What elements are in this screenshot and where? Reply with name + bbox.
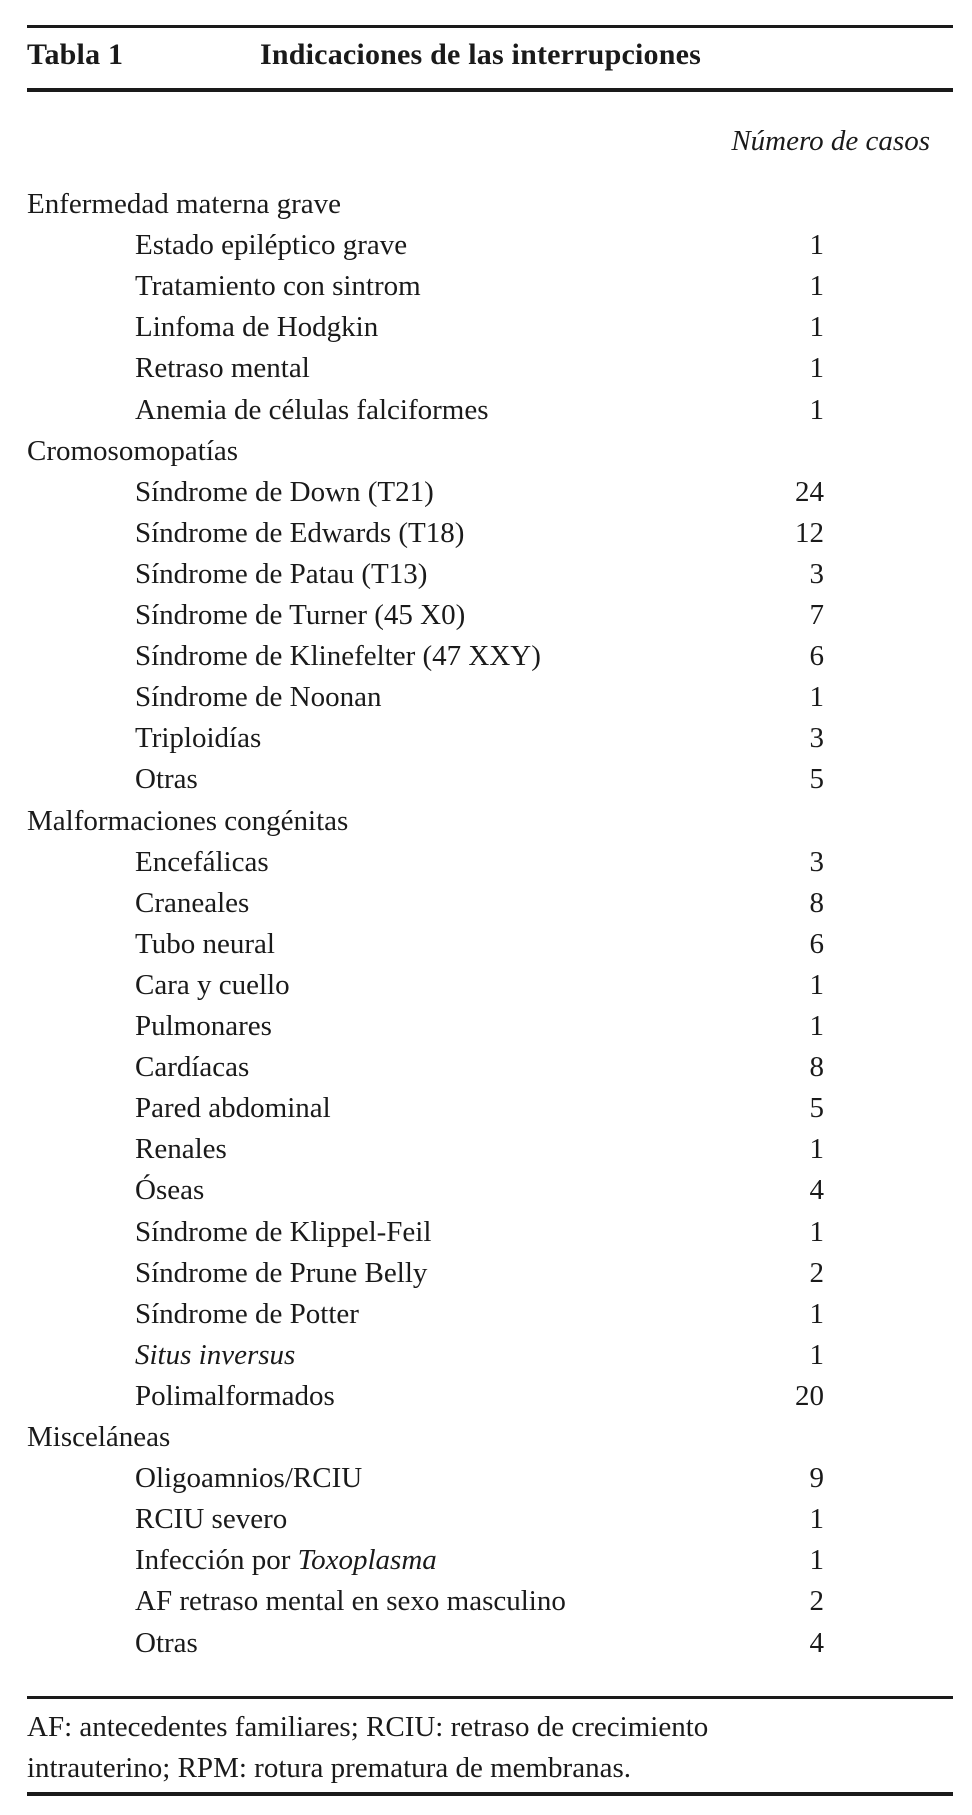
row-value: 1 (809, 1133, 824, 1166)
row-label: Síndrome de Klinefelter (47 XXY) (135, 640, 541, 673)
row-value: 1 (809, 968, 824, 1001)
table-row (0, 1088, 972, 1129)
table-row (0, 1581, 972, 1622)
category-row (0, 1417, 972, 1458)
row-label: Otras (135, 1626, 198, 1659)
row-label: RCIU severo (135, 1503, 288, 1536)
footnote-line-2: intrauterino; RPM: rotura prematura de membranas. (27, 1752, 631, 1784)
row-label: Triploidías (135, 722, 262, 755)
table-row (0, 842, 972, 883)
table-row (0, 1499, 972, 1540)
row-label: Craneales (135, 886, 250, 919)
footnote-line-1: AF: antecedentes familiares; RCIU: retraso de crecimiento (27, 1711, 709, 1743)
row-value: 4 (809, 1174, 824, 1207)
row-value: 1 (809, 1503, 824, 1536)
row-value: 2 (809, 1256, 824, 1289)
row-label: Síndrome de Patau (T13) (135, 557, 428, 590)
row-label: Óseas (135, 1174, 205, 1207)
category-row (0, 801, 972, 842)
row-label-prefix: Infección por (135, 1544, 298, 1577)
row-value: 9 (809, 1462, 824, 1495)
row-label: Síndrome de Klippel-Feil (135, 1215, 432, 1248)
footnote-rule (27, 1792, 953, 1796)
table-row (0, 1047, 972, 1088)
row-value: 8 (809, 1051, 824, 1084)
table-row (0, 718, 972, 759)
table-row (0, 472, 972, 513)
table-row (0, 965, 972, 1006)
row-value: 5 (809, 1092, 824, 1125)
row-value: 6 (809, 927, 824, 960)
row-value: 1 (809, 270, 824, 303)
row-value: 1 (809, 681, 824, 714)
table-row (0, 1376, 972, 1417)
header-rule (27, 88, 953, 92)
table-row (0, 924, 972, 965)
row-value: 3 (809, 845, 824, 878)
bottom-table-rule (27, 1696, 953, 1699)
row-value: 1 (809, 1215, 824, 1248)
row-label: Síndrome de Noonan (135, 681, 382, 714)
category-label: Malformaciones congénitas (27, 804, 349, 837)
table-row (0, 225, 972, 266)
table-row (0, 307, 972, 348)
row-value: 1 (809, 1010, 824, 1042)
row-value: 8 (809, 886, 824, 919)
row-label: Situs inversus (135, 1338, 296, 1371)
row-value: 2 (809, 1585, 824, 1618)
row-value: 1 (809, 1544, 824, 1577)
row-label: AF retraso mental en sexo masculino (135, 1585, 566, 1618)
row-label: Renales (135, 1133, 227, 1166)
category-row (0, 184, 972, 225)
row-value: 1 (809, 393, 824, 426)
category-label: Enfermedad materna grave (27, 188, 341, 220)
row-value: 1 (809, 352, 824, 385)
table-row (0, 1458, 972, 1499)
row-value: 3 (809, 557, 824, 590)
table-row (0, 1253, 972, 1294)
row-label: Oligoamnios/RCIU (135, 1462, 363, 1495)
column-header: Número de casos (731, 125, 930, 157)
table-row (0, 266, 972, 307)
table-row (0, 1335, 972, 1376)
row-value: 5 (809, 763, 824, 796)
row-value: 6 (809, 640, 824, 673)
row-value: 20 (795, 1379, 824, 1412)
category-label: Cromosomopatías (27, 434, 239, 467)
table-row (0, 883, 972, 924)
row-value: 7 (809, 599, 824, 631)
table-title: Indicaciones de las interrupciones (260, 38, 701, 71)
row-value: 24 (795, 475, 824, 508)
row-label: Estado epiléptico grave (135, 229, 408, 262)
row-label (135, 1540, 437, 1581)
row-value: 1 (809, 1338, 824, 1371)
category-label: Misceláneas (27, 1421, 171, 1453)
row-label: Síndrome de Prune Belly (135, 1256, 428, 1289)
row-label: Polimalformados (135, 1379, 335, 1412)
row-value: 3 (809, 722, 824, 755)
table-row (0, 348, 972, 389)
table-row (0, 1623, 972, 1664)
row-label: Síndrome de Potter (135, 1297, 359, 1330)
table-row (0, 1212, 972, 1253)
row-value: 1 (809, 311, 824, 344)
row-label: Síndrome de Edwards (T18) (135, 516, 465, 549)
row-label: Linfoma de Hodgkin (135, 311, 379, 344)
row-label: Tubo neural (135, 927, 275, 960)
row-value: 1 (809, 1297, 824, 1330)
table-row (0, 513, 972, 554)
row-label: Tratamiento con sintrom (135, 270, 421, 303)
row-value: 1 (809, 229, 824, 262)
row-label: Otras (135, 763, 198, 796)
table-row (0, 677, 972, 718)
row-label: Cardíacas (135, 1051, 250, 1084)
table-row (0, 1006, 972, 1047)
row-label: Encefálicas (135, 845, 269, 878)
table-row (0, 1294, 972, 1335)
table-row (0, 1129, 972, 1170)
table-row (0, 636, 972, 677)
row-value: 12 (795, 516, 824, 549)
row-label: Síndrome de Down (T21) (135, 475, 434, 508)
category-row (0, 431, 972, 472)
row-label: Retraso mental (135, 352, 310, 385)
row-label: Anemia de células falciformes (135, 393, 489, 426)
table-row (0, 759, 972, 800)
table-row (0, 1540, 972, 1581)
footnote (27, 1707, 953, 1789)
table-row (0, 595, 972, 636)
row-label: Pared abdominal (135, 1092, 331, 1125)
row-label-italic: Toxoplasma (297, 1544, 437, 1577)
row-value: 4 (809, 1626, 824, 1659)
row-label: Pulmonares (135, 1010, 272, 1042)
table-label: Tabla 1 (27, 38, 124, 71)
table-row (0, 1170, 972, 1211)
row-label: Cara y cuello (135, 968, 290, 1001)
table-row (0, 390, 972, 431)
table-row (0, 554, 972, 595)
top-rule (27, 25, 953, 28)
row-label: Síndrome de Turner (45 X0) (135, 599, 466, 631)
